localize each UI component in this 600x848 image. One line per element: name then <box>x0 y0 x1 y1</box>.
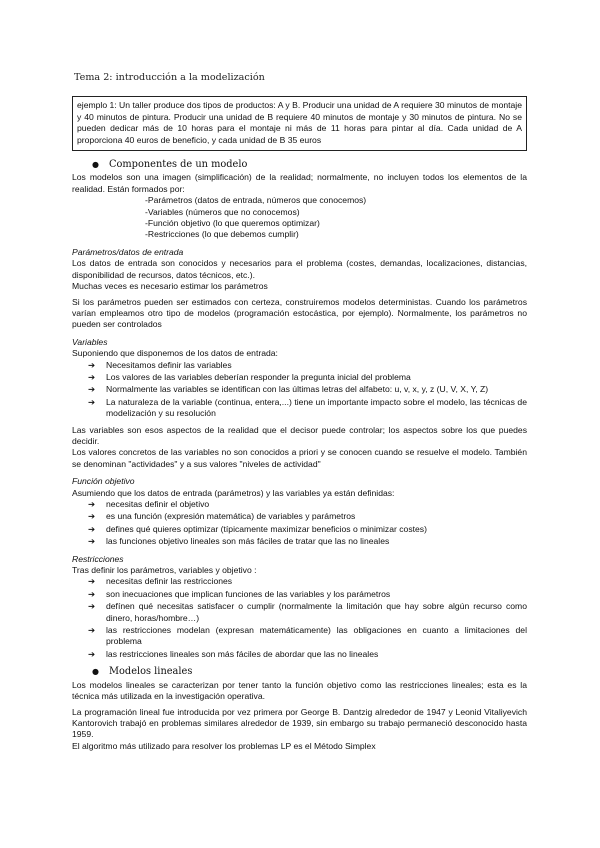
parametros-paragraph-2: Muchas veces es necesario estimar los parámetros <box>72 281 268 292</box>
arrow-icon: ➔ <box>88 536 96 547</box>
list-item: ➔ defines qué quieres optimizar (típicamente maximizar beneficios o minimizar costes) <box>72 524 527 535</box>
arrow-icon: ➔ <box>88 625 96 636</box>
list-item: ➔ son inecuaciones que implican funciones de las variables y los parámetros <box>72 589 527 600</box>
example-box: ejemplo 1: Un taller produce dos tipos de productos: A y B. Producir una unidad de A requiere 30 minutos de montaje y 40 minutos de pintura. Producir una unidad de B requiere 40 minutos de montaje y 30 minutos de pintura. No se pueden dedicar más de 10 horas para el montaje ni más de 11 horas para pintar al día. Cada unidad de A proporciona 40 euros de beneficio, y cada unidad de B 35 euros <box>72 96 527 151</box>
arrow-icon: ➔ <box>88 499 96 509</box>
list-item: ➔ La naturaleza de la variable (continua, entera,...) tiene un importante impacto sobre el modelo, las técnicas de modelización y su resolución <box>72 397 527 420</box>
funcion-list <box>72 499 527 548</box>
list-item: ➔ es una función (expresión matemática) de variables y parámetros <box>72 511 527 522</box>
list-item: -Variables (números que no conocemos) <box>145 206 300 217</box>
bullet-icon: ● <box>92 160 99 170</box>
arrow-icon: ➔ <box>88 396 96 407</box>
list-item: ➔ Normalmente las variables se identifican con las últimas letras del alfabeto: u, v, x, y, z (U, V, X, Y, Z) <box>72 384 527 395</box>
section-heading-text: Modelos lineales <box>109 666 193 678</box>
bullet-icon: ● <box>92 667 99 677</box>
parametros-paragraph-3: Si los parámetros pueden ser estimados con certeza, construiremos modelos deterministas. Cuando los parámetros varían empleamos otro tipo de modelos (programación estocástica, por ejemplo). Normalmente, los parámetros no pueden ser controlados <box>72 296 527 330</box>
list-item: ➔ Los valores de las variables deberían responder la pregunta inicial del problema <box>72 372 527 383</box>
parametros-paragraph-1: Los datos de entrada son conocidos y necesarios para el problema (costes, demandas, localizaciones, distancias, disponibilidad de recursos, datos técnicos, etc.). <box>72 258 527 280</box>
restricciones-list <box>72 576 527 660</box>
arrow-icon: ➔ <box>88 371 96 382</box>
list-item: -Restricciones (lo que debemos cumplir) <box>145 229 299 240</box>
variables-intro: Suponiendo que disponemos de los datos de entrada: <box>72 348 278 359</box>
document-title: Tema 2: introducción a la modelización <box>74 72 265 83</box>
componentes-list <box>145 195 527 241</box>
page-content <box>72 72 527 752</box>
section-heading-modelos-lineales <box>72 666 527 677</box>
list-item: ➔ necesitas definir las restricciones <box>72 576 527 587</box>
list-item: ➔ necesitas definir el objetivo <box>72 499 527 510</box>
arrow-icon: ➔ <box>88 588 96 599</box>
list-item: ➔ defínen qué necesitas satisfacer o cumplir (normalmente la limitación que hay sobre algún recurso como dinero, horas/hombre…) <box>72 601 527 624</box>
variables-list <box>72 360 527 420</box>
list-item: ➔ las restricciones modelan (expresan matemáticamente) las obligaciones en cuanto a limitaciones del problema <box>72 625 527 648</box>
list-item: -Parámetros (datos de entrada, números que conocemos) <box>145 195 367 206</box>
arrow-icon: ➔ <box>88 511 96 522</box>
subheading-funcion-objetivo: Función objetivo <box>72 476 135 487</box>
modelos-paragraph-2: La programación lineal fue introducida por vez primera por George B. Dantzig alrededor de 1947 y Leonid Vitaliyevich Kantorovich trabajó en problemas similares alrededor de 1939, sin embargo su trabajo permaneció desconocido hasta 1959. <box>72 706 527 740</box>
variables-paragraph-2: Los valores concretos de las variables no son conocidos a priori y se conocen cuando se resuelve el modelo. También se denominan "actividades" y a sus valores "niveles de actividad" <box>72 447 527 469</box>
list-item: ➔ las restricciones lineales son más fáciles de abordar que las no lineales <box>72 649 527 660</box>
modelos-paragraph-1: Los modelos lineales se caracterizan por tener tanto la función objetivo como las restricciones lineales; esta es la técnica más utilizada en la investigación operativa. <box>72 679 527 702</box>
list-item: -Función objetivo (lo que queremos optimizar) <box>145 218 320 229</box>
modelos-paragraph-3: El algoritmo más utilizado para resolver los problemas LP es el Método Simplex <box>72 740 376 751</box>
section-heading-text: Componentes de un modelo <box>109 159 248 171</box>
list-item: ➔ Necesitamos definir las variables <box>72 360 527 371</box>
subheading-parametros: Parámetros/datos de entrada <box>72 246 184 257</box>
arrow-icon: ➔ <box>88 359 96 370</box>
componentes-intro: Los modelos son una imagen (simplificación) de la realidad; normalmente, no incluyen todos los elementos de la realidad. Están formados por: <box>72 172 527 194</box>
variables-paragraph-1: Las variables son esos aspectos de la realidad que el decisor puede controlar; los aspectos sobre los que puedes decidir. <box>72 424 527 446</box>
arrow-icon: ➔ <box>88 384 96 395</box>
restricciones-intro: Tras definir los parámetros, variables y objetivo : <box>72 565 257 576</box>
section-heading-componentes <box>72 159 527 170</box>
subheading-restricciones: Restricciones <box>72 553 124 564</box>
list-item: ➔ las funciones objetivo lineales son más fáciles de tratar que las no lineales <box>72 536 527 547</box>
subheading-variables: Variables <box>72 336 108 347</box>
funcion-intro: Asumiendo que los datos de entrada (parámetros) y las variables ya están definidas: <box>72 487 395 498</box>
arrow-icon: ➔ <box>88 601 96 612</box>
arrow-icon: ➔ <box>88 523 96 534</box>
arrow-icon: ➔ <box>88 576 96 587</box>
arrow-icon: ➔ <box>88 648 96 659</box>
